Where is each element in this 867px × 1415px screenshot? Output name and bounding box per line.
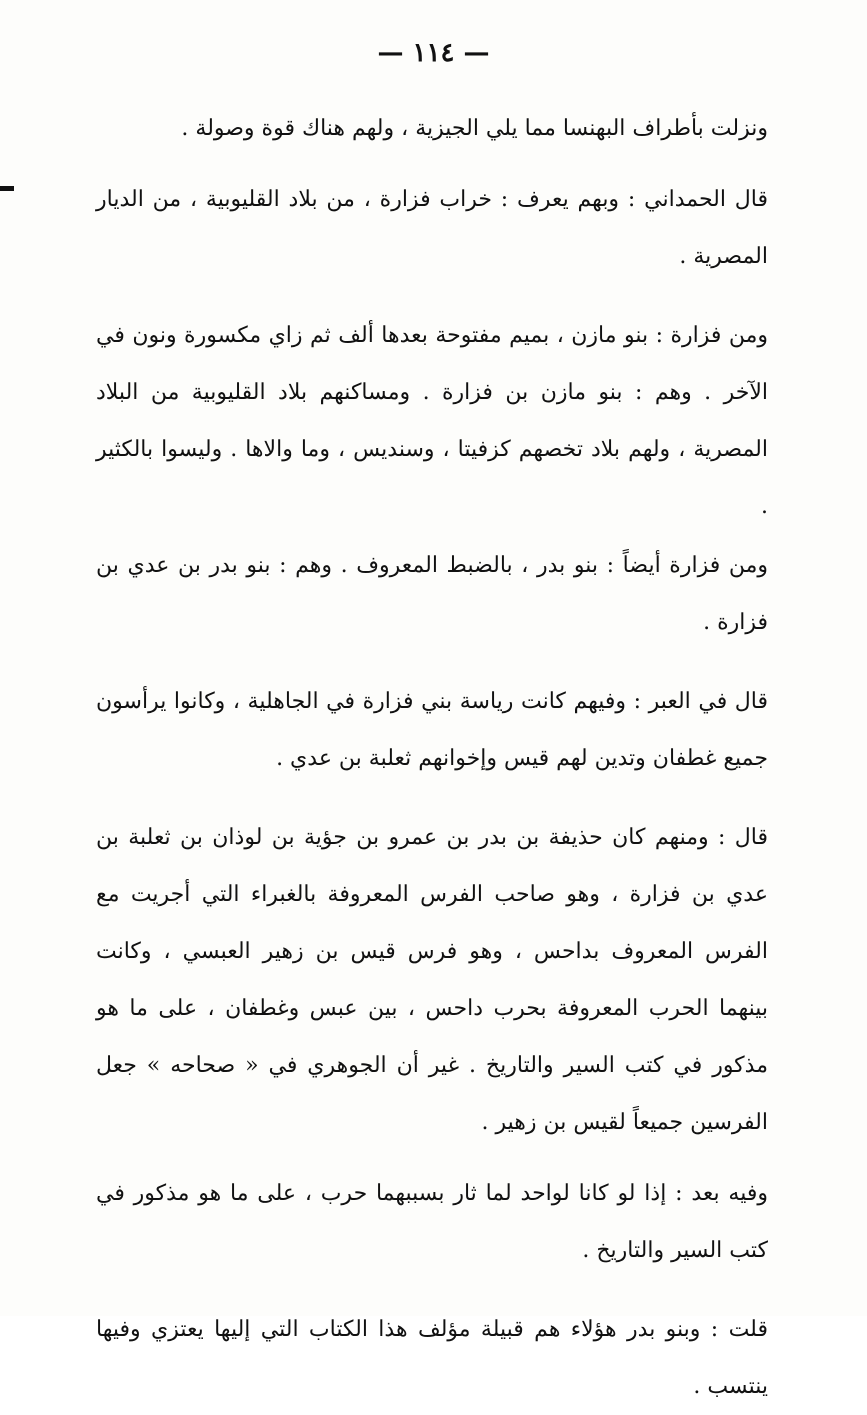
paragraph-banu-badr: ومن فزارة أيضاً : بنو بدر ، بالضبط المعروف . وهم : بنو بدر بن عدي بن فزارة .	[96, 553, 768, 635]
paragraph-al-ibar: قال في العبر : وفيهم كانت رياسة بني فزارة في الجاهلية ، وكانوا يرأسون جميع غطفان وتدين لهم قيس وإخوانهم ثعلبة بن عدي .	[96, 689, 768, 771]
paragraph-fihi-buud: وفيه بعد : إذا لو كانا لواحد لما ثار بسببهما حرب ، على ما هو مذكور في كتب السير والتاريخ .	[96, 1181, 768, 1263]
paragraph-hudhayfa: قال : ومنهم كان حذيفة بن بدر بن عمرو بن جؤية بن لوذان بن ثعلبة بن عدي بن فزارة ، وهو صاحب الفرس المعروفة بالغبراء التي أجريت مع الفرس المعروف بداحس ، وهو فرس قيس بن زهير العبسي ، وكانت بينهما الحرب المعروفة بحرب داحس ، بين عبس وغطفان ، على ما هو مذكور في كتب السير والتاريخ . غير أن الجوهري في « صحاحه » جعل الفرسين جميعاً لقيس بن زهير .	[96, 825, 768, 1135]
paragraph-qultu: قلت : وبنو بدر هؤلاء هم قبيلة مؤلف هذا الكتاب التي إليها يعتزي وفيها ينتسب .	[96, 1317, 768, 1399]
paragraph-hamdani: قال الحمداني : وبهم يعرف : خراب فزارة ، من بلاد القليوبية ، من الديار المصرية .	[96, 187, 768, 269]
margin-mark	[0, 186, 14, 191]
page-number: — ١١٤ —	[377, 38, 490, 68]
body-text	[96, 100, 768, 1415]
paragraph-banu-mazin: ومن فزارة : بنو مازن ، بميم مفتوحة بعدها ألف ثم زاي مكسورة ونون في الآخر . وهم : بنو مازن بن فزارة . ومساكنهم بلاد القليوبية من البلاد المصرية ، ولهم بلاد تخصهم كزفيتا ، وسنديس ، وما والاها . وليسوا بالكثير .	[96, 323, 768, 519]
paragraph-bahnasa: ونزلت بأطراف البهنسا مما يلي الجيزية ، ولهم هناك قوة وصولة .	[181, 116, 768, 141]
